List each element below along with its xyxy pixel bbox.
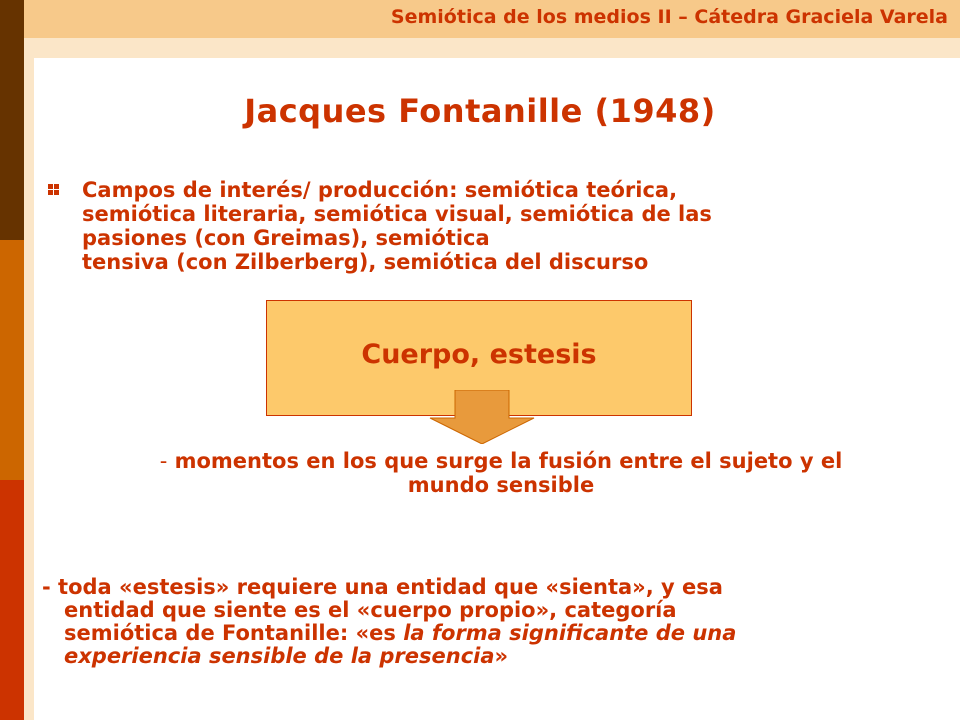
bullet-line: Campos de interés/ producción: semiótica teórica, xyxy=(82,178,678,202)
slide-title: Jacques Fontanille (1948) xyxy=(244,92,716,130)
course-title: Semiótica de los medios II – Cátedra Graciela Varela xyxy=(390,6,948,28)
paragraph-line-3 xyxy=(42,622,942,645)
interests-bullet xyxy=(82,178,922,274)
bullet-line: pasiones (con Greimas), semiótica xyxy=(82,226,490,250)
paragraph-line-3-normal: semiótica de Fontanille: «es xyxy=(64,621,404,645)
moments-line xyxy=(56,449,946,473)
header-bar xyxy=(24,0,960,38)
estesis-paragraph xyxy=(42,576,942,668)
paragraph-line-4 xyxy=(42,645,942,668)
bullet-line: tensiva (con Zilberberg), semiótica del discurso xyxy=(82,250,649,274)
left-band xyxy=(24,38,34,720)
left-stripe-orange xyxy=(0,240,24,480)
moments-text xyxy=(56,449,946,497)
moments-line-2: mundo sensible xyxy=(407,473,595,497)
down-arrow-icon xyxy=(428,390,536,444)
paragraph-line-4-italic: experiencia sensible de la presencia xyxy=(64,644,495,668)
paragraph-line-3-italic: la forma significante de una xyxy=(403,621,737,645)
dash: - xyxy=(159,449,168,473)
paragraph-line-2: entidad que siente es el «cuerpo propio», categoría xyxy=(64,598,677,622)
bullet-line: semiótica literaria, semiótica visual, semiótica de las xyxy=(82,202,712,226)
square-bullet-icon xyxy=(48,184,59,195)
header-band xyxy=(24,38,960,58)
concept-box-label: Cuerpo, estesis xyxy=(361,339,597,370)
moments-line-1: momentos en los que surge la fusión entre el sujeto y el xyxy=(174,449,843,473)
left-stripe-red xyxy=(0,480,24,720)
paragraph-line-4-end: » xyxy=(494,644,509,668)
paragraph-line-1: - toda «estesis» requiere una entidad que «sienta», y esa xyxy=(42,575,723,599)
